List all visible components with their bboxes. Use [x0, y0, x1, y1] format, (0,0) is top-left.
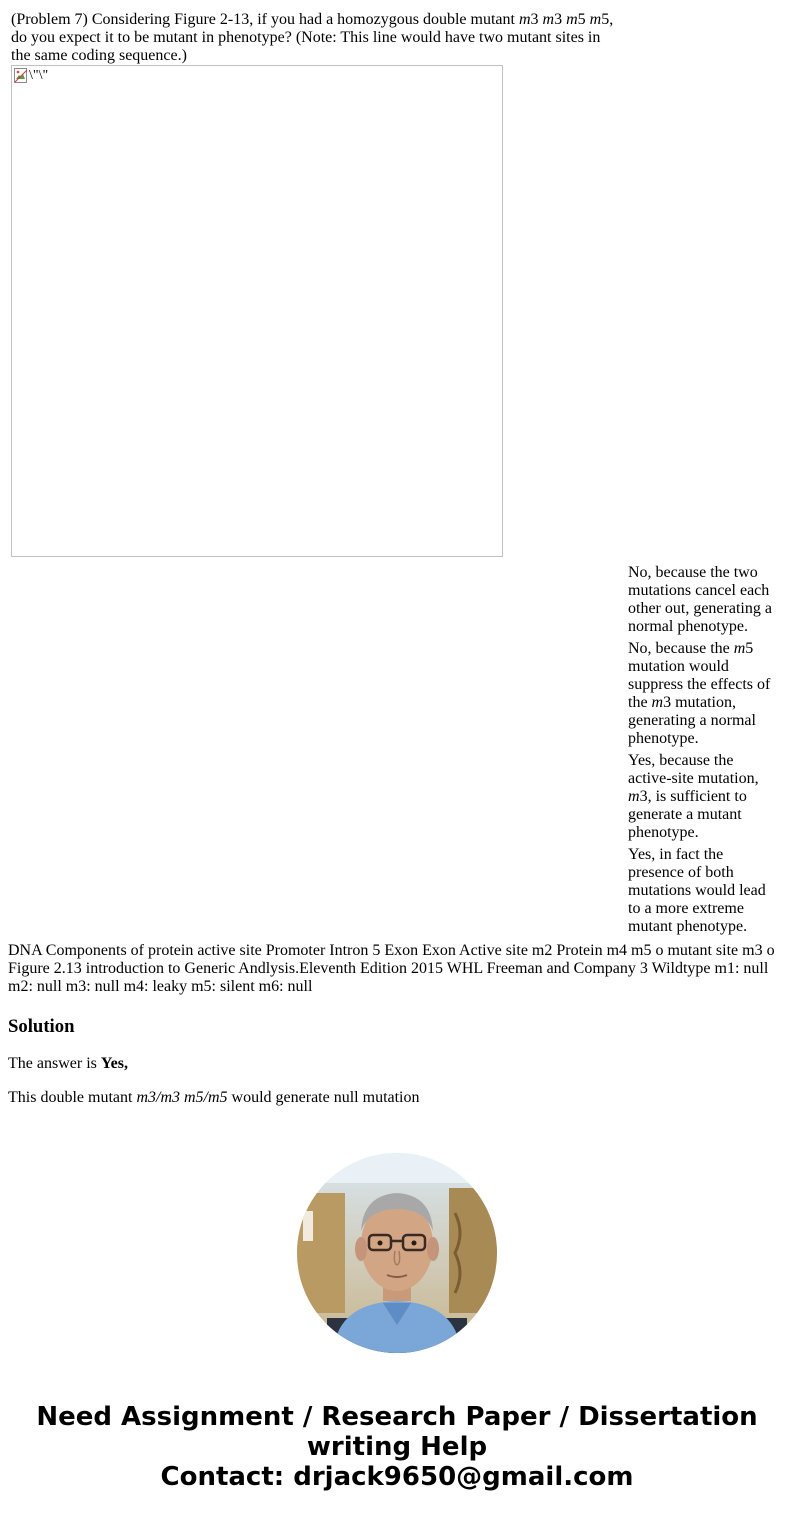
answer-options [628, 564, 778, 940]
cta-contact[interactable]: Contact: drjack9650@gmail.com [160, 1462, 634, 1492]
tutor-portrait-image [297, 1153, 497, 1353]
figure-description-text: DNA Components of protein active site Promoter Intron 5 Exon Exon Active site m2 Protein m4 m5 o mutant site m3 o Figure 2.13 introduction to Generic Andlysis.Eleventh Edition 2015 WHL Freeman and Company 3 Wildtype m1: null m2: null m3: null m4: leaky m5: silent m6: null [8, 942, 775, 995]
answer-line: The answer is Yes, [8, 1055, 128, 1072]
tutor-avatar [297, 1153, 497, 1353]
option-b[interactable]: No, because the m5 mutation would suppress the effects of the m3 mutation, generating a normal phenotype. [628, 640, 771, 747]
genotype: m3/m3 m5/m5 [136, 1089, 228, 1106]
cta-headline: Need Assignment / Research Paper / Dissertation writing Help [36, 1402, 758, 1462]
option-d[interactable]: Yes, in fact the presence of both mutations would lead to a more extreme mutant phenotype. [628, 846, 766, 935]
answer-value: Yes, [100, 1055, 128, 1072]
question-text: (Problem 7) Considering Figure 2-13, if you had a homozygous double mutant m3 m3 m5 m5, do you expect it to be mutant in phenotype? (Note: This line would have two mutant sites in the same coding sequence.) [11, 11, 614, 64]
image-alt-text: \"\" [29, 68, 49, 83]
explanation-line: This double mutant m3/m3 m5/m5 would generate null mutation [8, 1089, 420, 1106]
figure-image-placeholder [11, 65, 503, 557]
option-a[interactable]: No, because the two mutations cancel each other out, generating a normal phenotype. [628, 564, 772, 635]
option-c[interactable]: Yes, because the active-site mutation, m3, is sufficient to generate a mutant phenotype. [628, 752, 759, 841]
broken-image-icon [14, 68, 28, 84]
solution-heading: Solution [8, 1016, 75, 1037]
contact-banner [0, 1402, 794, 1492]
